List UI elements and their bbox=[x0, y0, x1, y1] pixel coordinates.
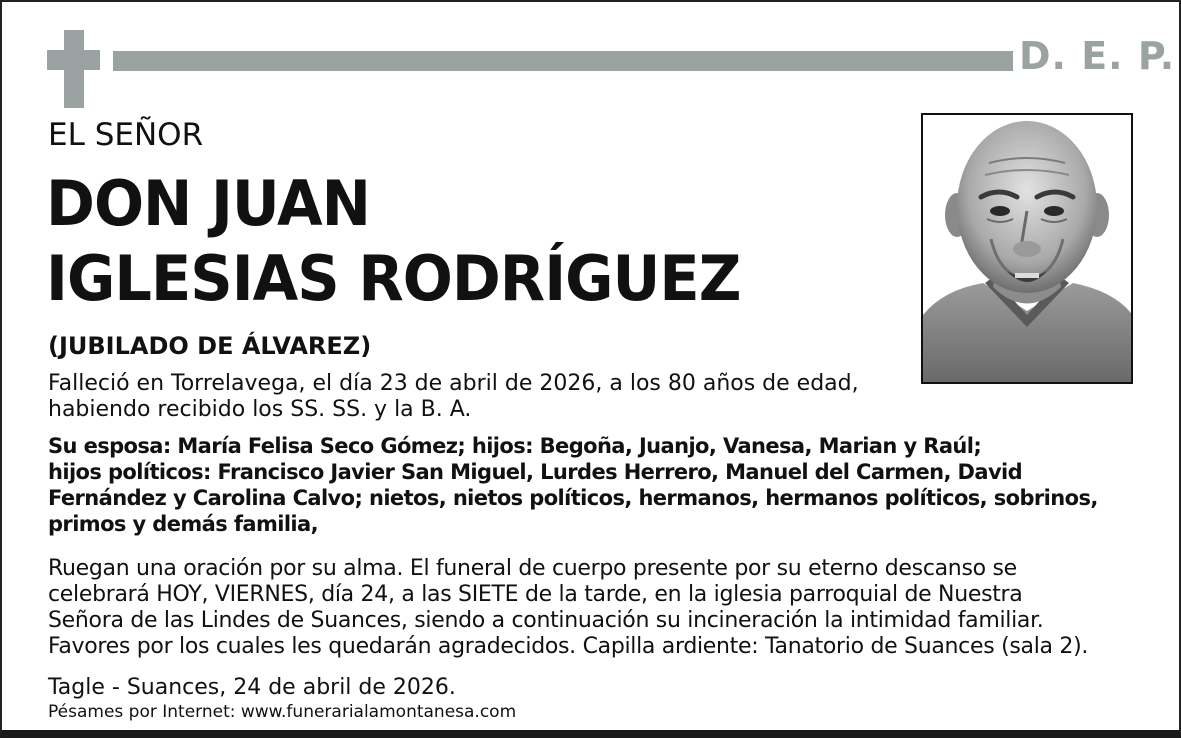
funeral-line-1: Ruegan una oración por su alma. El funeral de cuerpo presente por su eterno descanso se bbox=[48, 556, 1017, 581]
place-date: Tagle - Suances, 24 de abril de 2026. bbox=[48, 675, 456, 700]
dep-label: D. E. P. bbox=[1019, 34, 1176, 78]
family-line-4: primos y demás familia, bbox=[48, 512, 318, 536]
funeral-paragraph bbox=[48, 556, 1088, 660]
name-line-2: IGLESIAS RODRÍGUEZ bbox=[46, 242, 741, 315]
portrait-photo bbox=[921, 113, 1133, 384]
name-line-1: DON JUAN bbox=[46, 167, 370, 240]
header-rule bbox=[113, 51, 1013, 71]
death-line-1: Falleció en Torrelavega, el día 23 de abril de 2026, a los 80 años de edad, bbox=[48, 371, 859, 396]
family-line-2: hijos políticos: Francisco Javier San Miguel, Lurdes Herrero, Manuel del Carmen, David bbox=[48, 460, 1023, 484]
deceased-name bbox=[46, 166, 777, 316]
occupation-subtitle: (JUBILADO DE ÁLVAREZ) bbox=[48, 332, 372, 360]
condolences-web: Pésames por Internet: www.funerarialamontanesa.com bbox=[48, 702, 517, 722]
family-line-3: Fernández y Carolina Calvo; nietos, nietos políticos, hermanos, hermanos políticos, sobrinos, bbox=[48, 486, 1098, 510]
funeral-line-4: Favores por los cuales les quedarán agradecidos. Capilla ardiente: Tanatorio de Suances (sala 2). bbox=[48, 634, 1089, 659]
family-paragraph bbox=[48, 433, 1098, 537]
funeral-line-2: celebrará HOY, VIERNES, día 24, a las SIETE de la tarde, en la iglesia parroquial de Nuestra bbox=[48, 582, 1023, 607]
portrait-image bbox=[923, 115, 1131, 382]
death-paragraph bbox=[48, 371, 859, 423]
funeral-line-3: Señora de las Lindes de Suances, siendo a continuación su incineración la intimidad familiar. bbox=[48, 608, 1044, 633]
death-line-2: habiendo recibido los SS. SS. y la B. A. bbox=[48, 397, 472, 422]
family-line-1: Su esposa: María Felisa Seco Gómez; hijos: Begoña, Juanjo, Vanesa, Marian y Raúl; bbox=[48, 434, 982, 458]
intro-label: EL SEÑOR bbox=[48, 117, 204, 153]
